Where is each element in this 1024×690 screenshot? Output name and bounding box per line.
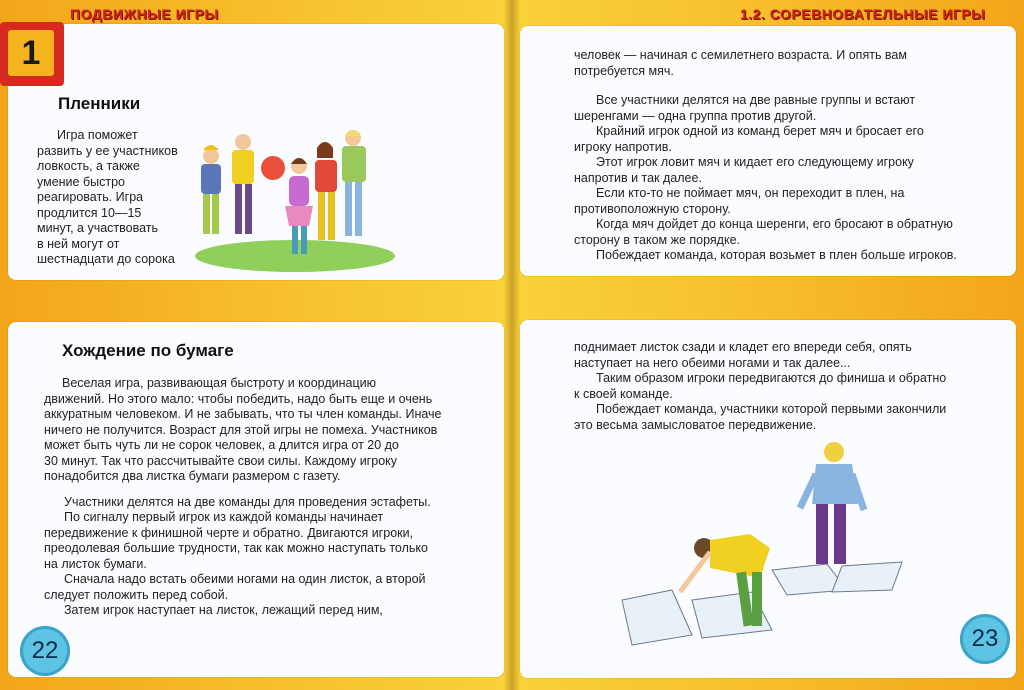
game2-line: Сначала надо встать обеими ногами на один листок, а второй [64,572,426,586]
block2-text [574,340,1004,433]
chapter-number: 1 [8,30,54,76]
block2-line: это весьма замысловатое передвижение. [574,417,817,432]
game2-line: понадобится два листка бумаги размером с газету. [44,469,341,483]
game2-line: ничего не получится. Возраст для этой игры не помеха. Участников [44,422,438,437]
block1-line: Побеждает команда, которая возьмет в плен больше игроков. [596,248,957,262]
game2-line: 30 минут. Так что рассчитывайте свои силы. Каждому игроку [44,453,398,468]
block2-line: к своей команде. [574,386,673,401]
page-number-left: 22 [20,626,70,676]
game2-line: передвижение к финишной черте и обратно. Двигаются игроки, [44,525,414,540]
game2-line [44,485,494,495]
book-spine [504,0,520,690]
game2-line: Веселая игра, развивающая быстроту и координацию [62,376,376,390]
game2-title: Хождение по бумаге [62,341,234,360]
block1-line: противоположную сторону. [574,201,731,216]
game2-line: преодолевая большие трудности, так как можно наступать только [44,541,428,555]
block1-line: сторону в таком же порядке. [574,232,741,247]
game2-text [44,376,494,619]
chapter-badge [0,22,64,86]
game2-line: следует положить перед собой. [44,587,229,602]
game1-text [37,128,187,268]
game1-line: в ней могут от [37,236,120,251]
game1-line: развить у ее участников [37,143,178,158]
left-header: ПОДВИЖНЫЕ ИГРЫ [70,6,219,22]
game1-line: шестнадцати до сорока [37,252,175,266]
block1-line [574,79,1004,93]
game1-line: реагировать. Игра [37,190,144,204]
game1-line: Игра поможет [57,128,138,142]
game2-line: Участники делятся на две команды для проведения эстафеты. [64,494,431,509]
game2-line: на листок бумаги. [44,556,147,571]
block2-line: поднимает листок сзади и кладет его впереди себя, опять [574,340,912,354]
block1-line: Этот игрок ловит мяч и кидает его следующему игроку [596,155,914,169]
game1-line: умение быстро [37,174,125,189]
game1-title: Пленники [58,94,141,113]
block1-line: напротив и так далее. [574,170,702,185]
game2-line: По сигналу первый игрок из каждой команды начинает [64,510,384,524]
block1-text [574,48,1004,264]
block1-line: Когда мяч дойдет до конца шеренги, его бросают в обратную [596,217,953,231]
game2-line: движений. Но этого мало: чтобы победить, надо быть еще и очень [44,391,433,406]
right-page [512,0,1024,690]
block2-line: наступает на него обеими ногами и так далее... [574,355,851,370]
block1-line: Все участники делятся на две равные группы и встают [596,93,916,107]
game1-line: ловкость, а также [37,159,140,173]
block1-line: Крайний игрок одной из команд берет мяч и бросает его [596,124,924,138]
paper-walking-illustration [602,440,912,650]
block1-line: Если кто-то не поймает мяч, он переходит в плен, на [596,186,905,200]
game2-line: может быть чуть ли не сорок человек, а длится игра от 20 до [44,438,399,452]
block2-line: Таким образом игроки передвигаются до финиша и обратно [596,371,947,385]
block1-line: игроку напротив. [574,139,672,154]
right-header: 1.2. СОРЕВНОВАТЕЛЬНЫЕ ИГРЫ [740,6,986,22]
page-number-right: 23 [960,614,1010,664]
block1-line: шеренгами — одна группа против другой. [574,108,817,123]
game1-line: продлится 10—15 [37,205,142,220]
game2-line: Затем игрок наступает на листок, лежащий перед ним, [64,603,383,617]
children-playing-illustration [185,128,395,273]
game1-line: минут, а участвовать [37,221,158,235]
block1-line: человек — начиная с семилетнего возраста. И опять вам [574,48,907,62]
block1-line: потребуется мяч. [574,63,674,78]
block2-line: Побеждает команда, участники которой первыми закончили [596,402,947,416]
game2-line: аккуратным человеком. И не забывать, что ты член команды. Иначе [44,407,442,421]
